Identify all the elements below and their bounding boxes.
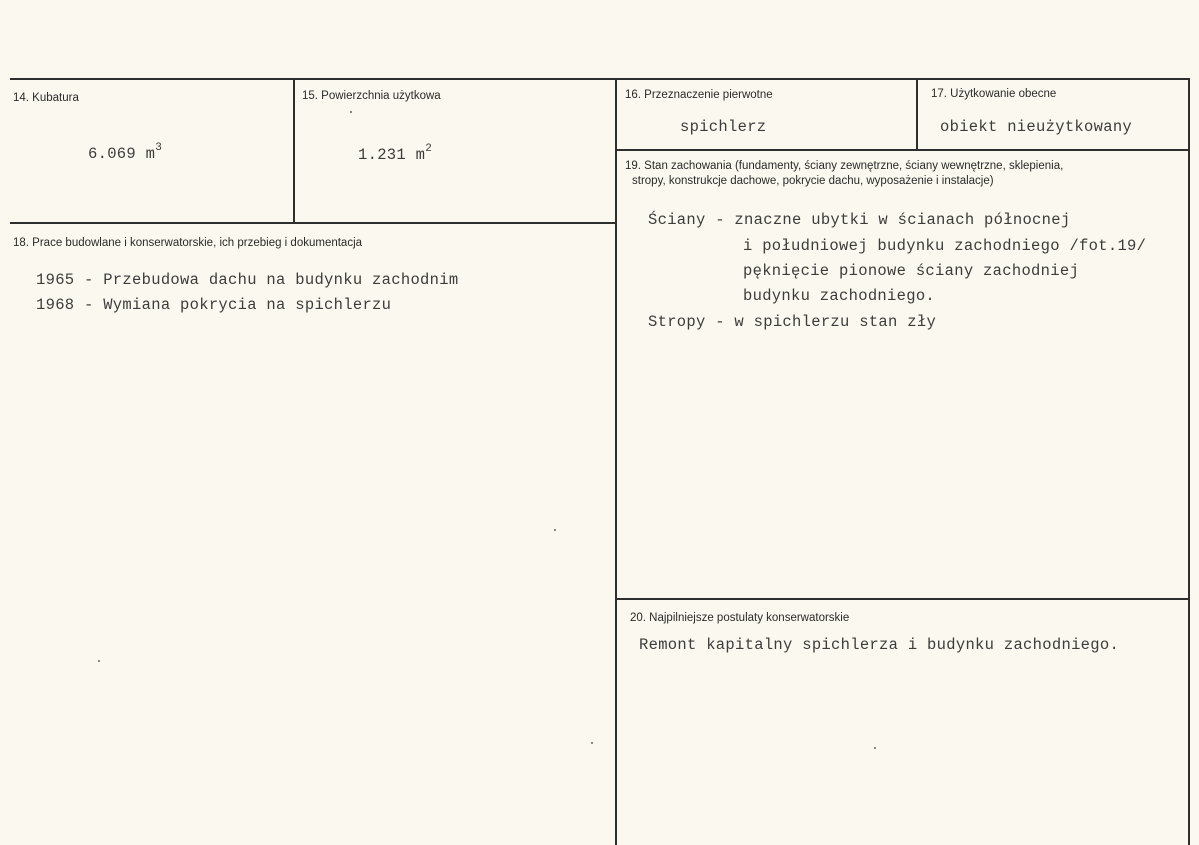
paper-speck xyxy=(554,529,556,531)
top-border xyxy=(10,78,1189,80)
field-19-label-line-1: 19. Stan zachowania (fundamenty, ściany zewnętrzne, ściany wewnętrzne, sklepienia, xyxy=(625,160,1064,172)
field-17-label: 17. Użytkowanie obecne xyxy=(931,88,1057,100)
field-20-label: 20. Najpilniejsze postulaty konserwatorskie xyxy=(630,612,850,624)
field-14-number: 6.069 m xyxy=(88,145,156,164)
field-19-line-5: Stropy - w spichlerzu stan zły xyxy=(648,313,937,331)
field-18-line-2: 1968 - Wymiana pokrycia na spichlerzu xyxy=(36,296,392,314)
field-19-line-1: Ściany - znaczne ubytki w ścianach północnej xyxy=(648,211,1071,229)
divider-under-14-15 xyxy=(10,222,616,224)
field-14-value xyxy=(88,144,162,163)
field-16-label: 16. Przeznaczenie pierwotne xyxy=(625,89,773,101)
field-15-number: 1.231 m xyxy=(358,146,426,165)
paper-speck xyxy=(98,660,100,662)
field-19-line-2: i południowej budynku zachodniego /fot.19/ xyxy=(743,237,1147,255)
field-18-line-1: 1965 - Przebudowa dachu na budynku zachodnim xyxy=(36,271,459,289)
field-16-value: spichlerz xyxy=(680,118,767,136)
field-14-label: 14. Kubatura xyxy=(13,92,79,104)
field-19-line-4: budynku zachodniego. xyxy=(743,287,936,305)
divider-under-19 xyxy=(616,598,1189,600)
field-20-value: Remont kapitalny spichlerza i budynku zachodniego. xyxy=(639,636,1120,654)
paper-speck xyxy=(874,747,876,749)
field-18-label: 18. Prace budowlane i konserwatorskie, ich przebieg i dokumentacja xyxy=(13,237,363,249)
paper-speck xyxy=(350,111,352,113)
divider-14-15 xyxy=(293,78,295,224)
right-border xyxy=(1188,78,1190,845)
paper-speck xyxy=(591,742,593,744)
divider-16-17 xyxy=(916,78,918,150)
field-15-value xyxy=(358,145,432,164)
divider-left-vertical xyxy=(615,78,617,845)
field-17-value: obiekt nieużytkowany xyxy=(940,118,1133,136)
field-19-line-3: pęknięcie pionowe ściany zachodniej xyxy=(743,262,1080,280)
field-15-unit-exponent: 2 xyxy=(425,143,433,155)
field-15-label: 15. Powierzchnia użytkowa xyxy=(302,90,441,102)
field-14-unit-exponent: 3 xyxy=(155,142,163,154)
field-19-label-line-2: stropy, konstrukcje dachowe, pokrycie dachu, wyposażenie i instalacje) xyxy=(632,175,994,187)
divider-under-16-17 xyxy=(616,149,1189,151)
